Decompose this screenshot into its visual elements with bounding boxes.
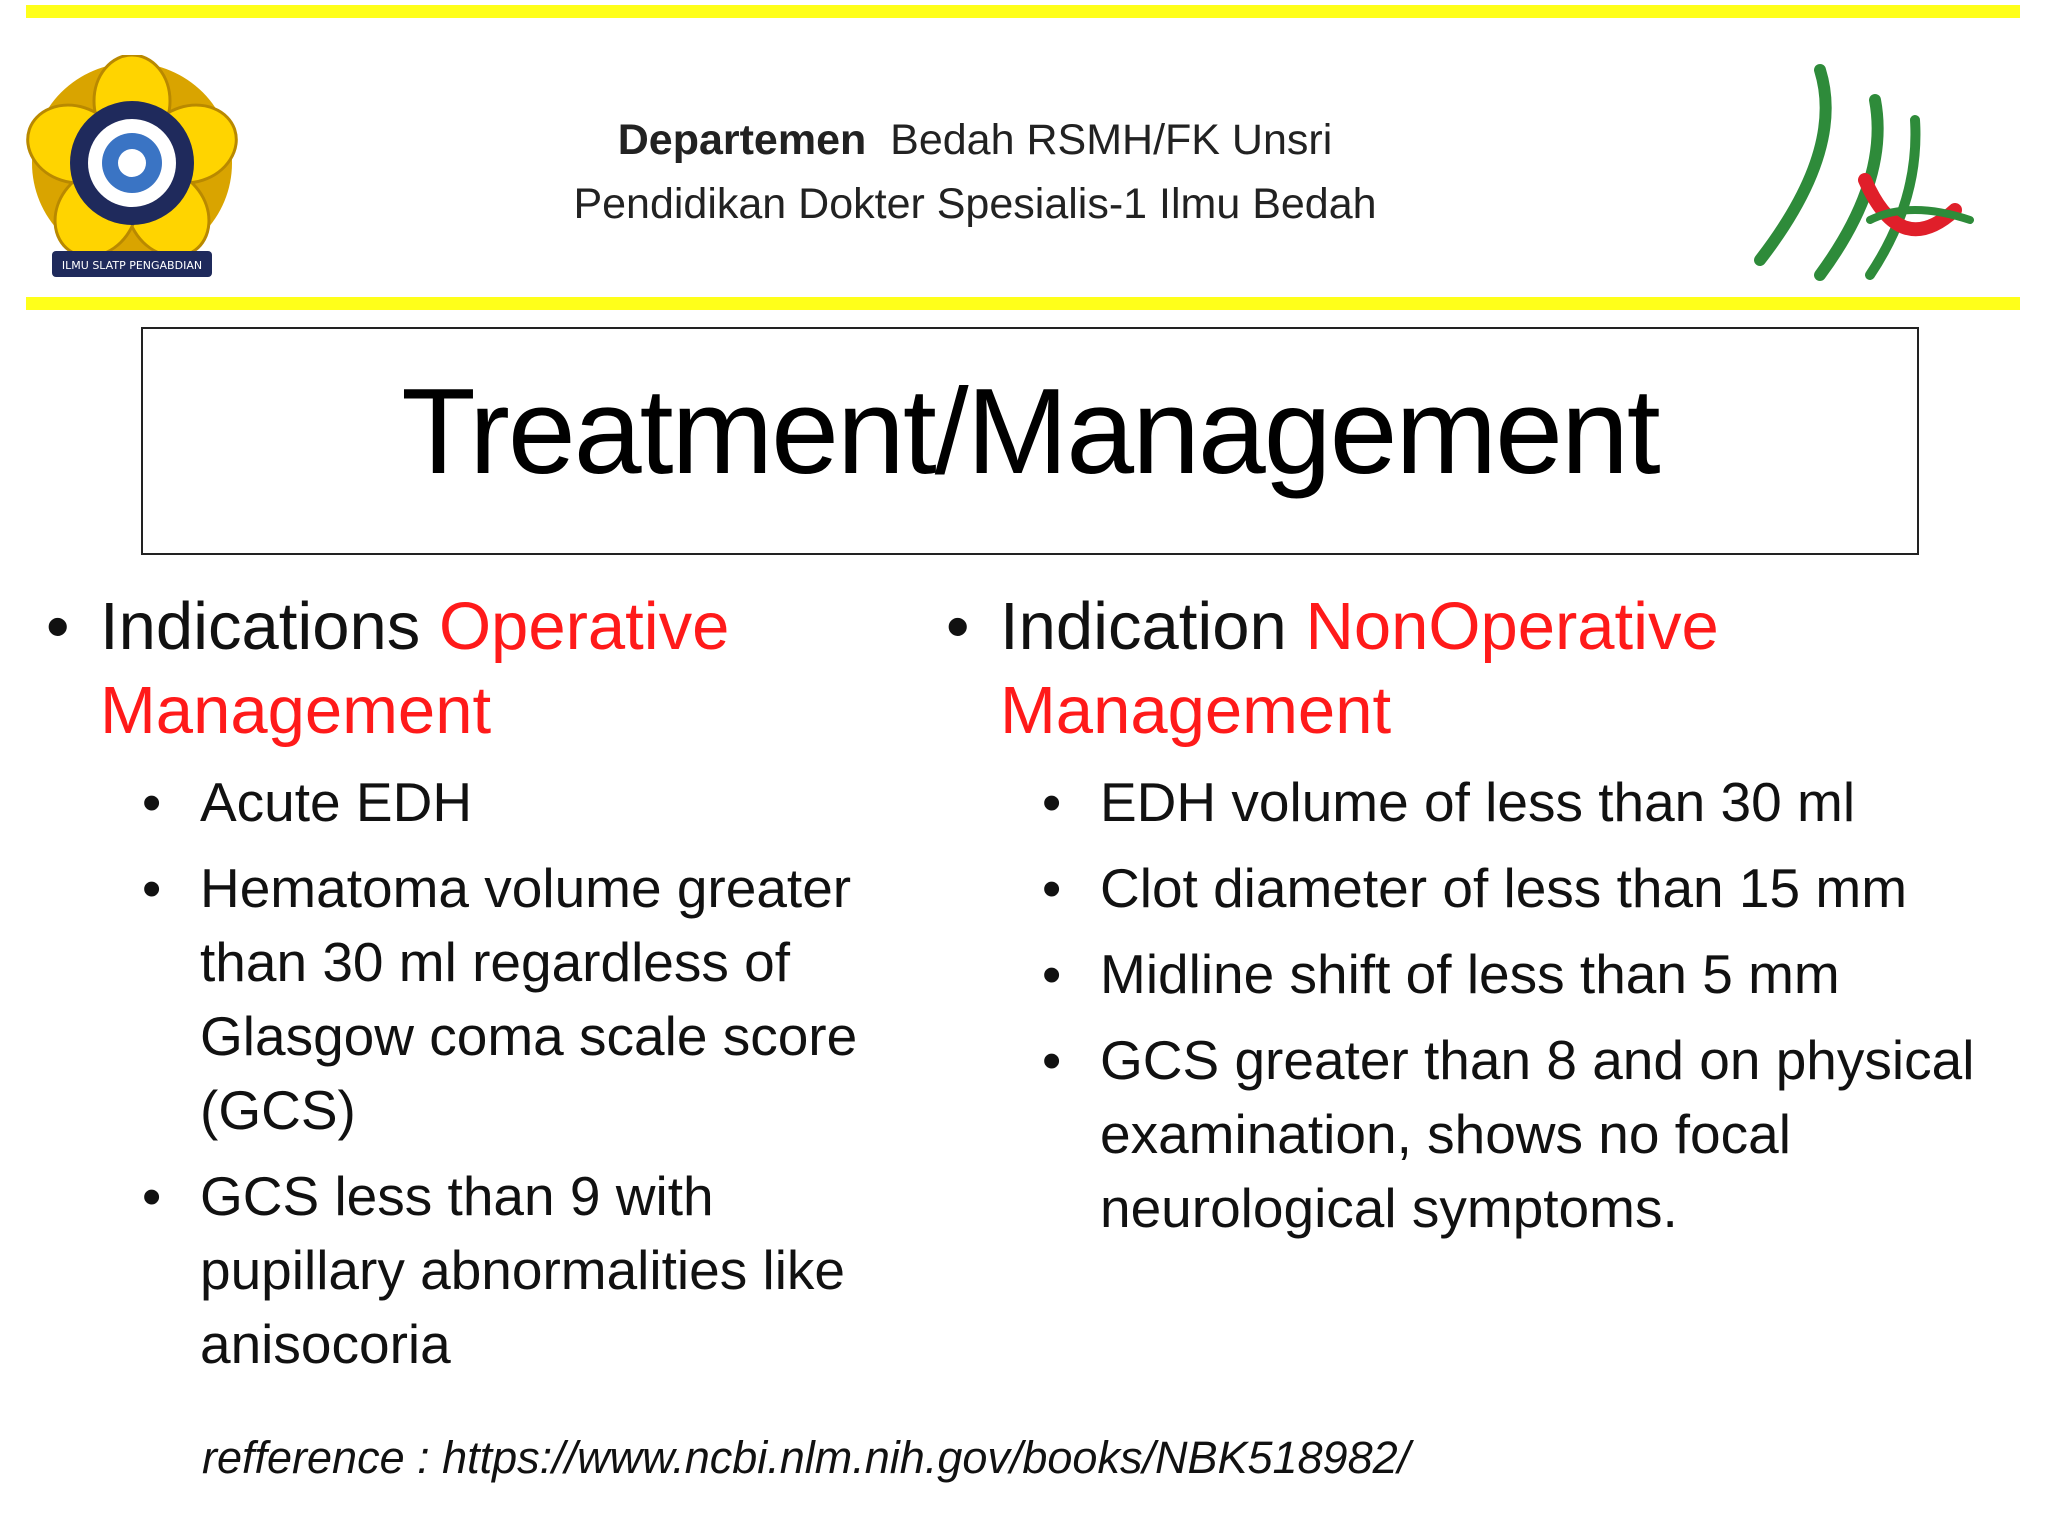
list-item <box>142 765 920 839</box>
list-item-text: Hematoma volume greater than 30 ml regardless of Glasgow coma scale score (GCS) <box>200 857 858 1141</box>
university-seal-icon <box>22 55 242 287</box>
header-department-value: Bedah RSMH/FK Unsri <box>890 116 1333 164</box>
nonoperative-heading-highlight: NonOperative Management <box>1000 589 1719 748</box>
operative-heading-plain: Indications <box>100 589 421 664</box>
list-item <box>1042 937 1980 1011</box>
top-yellow-stripe <box>26 5 2020 18</box>
bullet-icon: • <box>1042 1029 1062 1091</box>
surgery-emblem-logo <box>1750 60 1980 290</box>
list-item <box>142 851 920 1147</box>
list-item <box>142 1159 920 1381</box>
header-department <box>400 108 1550 172</box>
list-item <box>1042 851 1980 925</box>
bullet-icon: • <box>142 771 162 833</box>
header-text <box>400 108 1550 236</box>
surgery-emblem-icon <box>1750 60 1980 290</box>
nonoperative-column <box>940 585 1980 1257</box>
bullet-icon: • <box>1042 943 1062 1005</box>
bullet-icon: • <box>142 857 162 919</box>
header-department-label: Departemen <box>617 116 867 164</box>
list-item-text: EDH volume of less than 30 ml <box>1100 771 1856 833</box>
bullet-icon: • <box>46 589 70 664</box>
operative-heading-highlight: Operative Management <box>100 589 730 748</box>
bullet-icon: • <box>142 1165 162 1227</box>
operative-column <box>40 585 920 1393</box>
bullet-icon: • <box>1042 857 1062 919</box>
bullet-icon: • <box>1042 771 1062 833</box>
list-item-text: GCS greater than 8 and on physical examination, shows no focal neurological symptoms. <box>1100 1029 1975 1239</box>
nonoperative-heading-plain: Indication <box>1000 589 1287 664</box>
header-program: Pendidikan Dokter Spesialis-1 Ilmu Bedah <box>573 180 1377 228</box>
list-item-text: GCS less than 9 with pupillary abnormalities like anisocoria <box>200 1165 846 1375</box>
list-item <box>1042 1023 1980 1245</box>
header-yellow-stripe <box>26 297 2020 310</box>
list-item <box>1042 765 1980 839</box>
nonoperative-list <box>940 765 1980 1245</box>
bullet-icon: • <box>946 589 970 664</box>
title-box <box>141 327 1919 555</box>
list-item-text: Midline shift of less than 5 mm <box>1100 943 1840 1005</box>
university-seal-logo <box>22 55 242 287</box>
nonoperative-heading <box>940 585 1980 753</box>
operative-list <box>40 765 920 1381</box>
slide-title: Treatment/Management <box>401 363 1659 499</box>
list-item-text: Acute EDH <box>200 771 473 833</box>
operative-heading <box>40 585 920 753</box>
list-item-text: Clot diameter of less than 15 mm <box>1100 857 1908 919</box>
svg-text:ILMU SLATP PENGABDIAN: ILMU SLATP PENGABDIAN <box>61 259 203 272</box>
reference-text: refference : https://www.ncbi.nlm.nih.gov/books/NBK518982/ <box>202 1432 1411 1483</box>
